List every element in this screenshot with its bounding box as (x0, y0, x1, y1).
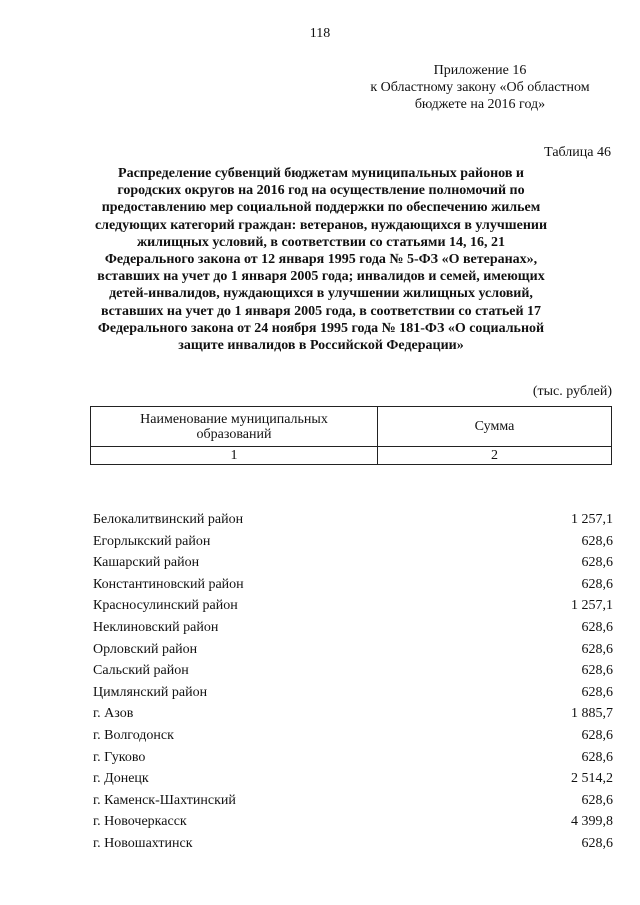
row-name: г. Донецк (93, 771, 149, 787)
row-value: 628,6 (581, 555, 613, 571)
title-line: защите инвалидов в Российской Федерации» (178, 338, 464, 354)
row-name: Кашарский район (93, 555, 200, 571)
page-number: 118 (309, 26, 331, 41)
row-value: 1 257,1 (571, 598, 613, 614)
title-line: Распределение субвенций бюджетам муниципальных районов и (118, 166, 524, 181)
header-name-cell (91, 407, 378, 447)
header-name-line-1: Наименование муниципальных (140, 411, 328, 427)
table-row (93, 510, 613, 532)
row-name: г. Азов (93, 706, 134, 722)
row-value: 628,6 (581, 727, 613, 743)
title-line: вставших на учет до 1 января 2005 года, в соответствии со статьей 17 (100, 303, 542, 319)
title-line: Федерального закона от 12 января 1995 года № 5-ФЗ «О ветеранах», (104, 252, 538, 268)
table-row (93, 532, 613, 554)
row-name: Белокалитвинский район (93, 512, 244, 527)
row-name: г. Каменск-Шахтинский (93, 792, 236, 808)
table-row (93, 791, 613, 813)
title-line: следующих категорий граждан: ветеранов, нуждающихся в улучшении (94, 217, 548, 233)
table-row (93, 683, 613, 705)
row-name: Орловский район (93, 641, 198, 657)
row-value: 628,6 (581, 835, 613, 851)
row-value: 628,6 (581, 641, 613, 657)
table-body (93, 510, 613, 856)
document-title (88, 165, 554, 354)
table-row (93, 661, 613, 683)
title-line: городских округов на 2016 год на осуществление полномочий по (117, 183, 525, 199)
appendix-line-2: к Областному закону «Об областном (370, 80, 590, 95)
row-name: г. Гуково (93, 749, 146, 765)
row-value: 628,6 (581, 576, 613, 592)
row-name: Константиновский район (93, 576, 244, 592)
table-row (93, 704, 613, 726)
row-value: 628,6 (581, 792, 613, 808)
row-name: Егорлыкский район (93, 533, 211, 549)
table-row (93, 726, 613, 748)
units-label: (тыс. рублей) (532, 384, 612, 399)
row-value: 1 885,7 (571, 706, 613, 722)
header-name-line-2: образований (196, 426, 272, 442)
row-name: г. Новочеркасск (93, 814, 187, 830)
column-number-1: 1 (91, 447, 378, 465)
table-row (93, 618, 613, 640)
table-row (93, 575, 613, 597)
title-line: вставших на учет до 1 января 2005 года; инвалидов и семей, имеющих (97, 269, 545, 285)
row-value: 628,6 (581, 533, 613, 549)
title-line: Федерального закона от 24 ноября 1995 года № 181-ФЗ «О социальной (97, 320, 545, 336)
row-name: Сальский район (93, 663, 189, 679)
row-value: 628,6 (581, 684, 613, 700)
table-row (93, 769, 613, 791)
table-row (93, 640, 613, 662)
appendix-line-3: бюджете на 2016 год» (414, 97, 546, 112)
row-name: г. Волгодонск (93, 727, 174, 743)
row-name: Цимлянский район (93, 684, 208, 700)
row-value: 628,6 (581, 749, 613, 765)
title-line: детей-инвалидов, нуждающихся в улучшении жилищных условий, (109, 286, 533, 302)
row-value: 4 399,8 (571, 814, 613, 830)
table-header (90, 406, 612, 465)
row-name: Неклиновский район (93, 619, 219, 635)
appendix-reference (340, 62, 620, 113)
row-name: Красносулинский район (93, 598, 238, 614)
appendix-line-1: Приложение 16 (433, 63, 527, 78)
row-value: 1 257,1 (571, 512, 613, 527)
table-row (93, 596, 613, 618)
table-row (93, 834, 613, 856)
row-value: 628,6 (581, 663, 613, 679)
row-value: 628,6 (581, 619, 613, 635)
table-row (93, 553, 613, 575)
title-line: жилищных условий, в соответствии со статьями 14, 16, 21 (136, 234, 506, 250)
row-name: г. Новошахтинск (93, 835, 193, 851)
header-sum-cell: Сумма (378, 407, 612, 447)
column-number-2: 2 (378, 447, 612, 465)
table-row (93, 812, 613, 834)
table-label: Таблица 46 (544, 145, 611, 160)
row-value: 2 514,2 (571, 771, 613, 787)
title-line: предоставлению мер социальной поддержки по обеспечению жильем (101, 200, 541, 216)
table-row (93, 748, 613, 770)
